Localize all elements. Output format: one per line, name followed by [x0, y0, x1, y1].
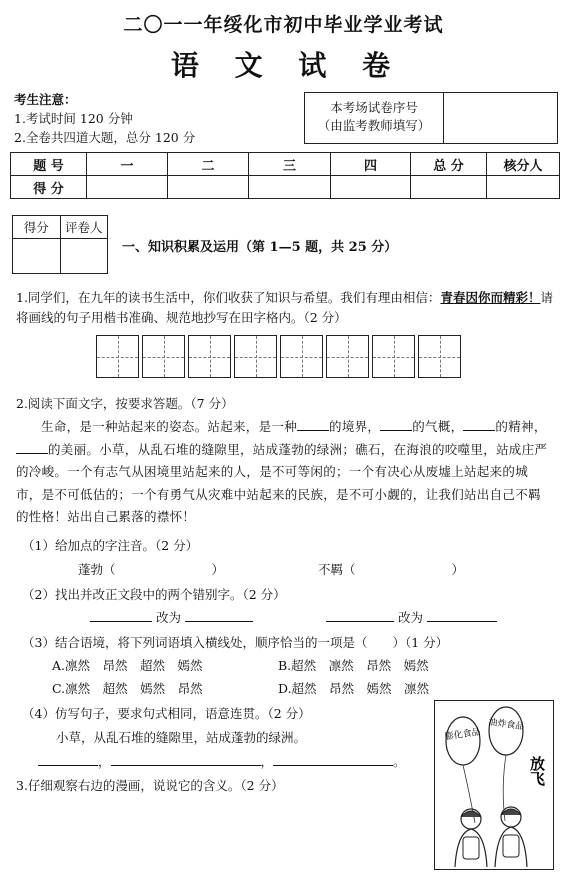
table-row	[11, 153, 560, 176]
answer-line[interactable]	[273, 753, 393, 766]
cartoon-image	[434, 700, 554, 870]
score-label: 得分	[13, 216, 61, 239]
grader-box	[12, 215, 108, 274]
table-row	[11, 176, 560, 199]
question-3: 3.仔细观察右边的漫画，说说它的含义。（2 分）	[16, 778, 284, 793]
answer-line[interactable]	[38, 753, 98, 766]
score-cell[interactable]	[249, 176, 331, 199]
tianzige-cell[interactable]	[326, 335, 369, 378]
imitation-answer: ， ， 。	[38, 752, 406, 770]
sub-question-2: （2）找出并改正文段中的两个错别字。（2 分）	[22, 587, 286, 602]
sub-question-4: （4）仿写句子，要求句式相同，语意连贯。（2 分）	[22, 706, 311, 721]
child-body-icon	[455, 829, 487, 867]
tianzige-cell[interactable]	[280, 335, 323, 378]
row-label: 得 分	[11, 176, 87, 199]
header-cell: 题 号	[11, 153, 87, 176]
answer-line[interactable]	[326, 609, 394, 622]
pinyin-item-1: 蓬勃（ ）	[78, 562, 225, 577]
tianzige-grid	[96, 335, 464, 378]
seat-number-field[interactable]	[444, 93, 557, 143]
fill-blank[interactable]	[16, 441, 48, 454]
tianzige-cell[interactable]	[372, 335, 415, 378]
pinyin-item-2: 不羁（ ）	[318, 562, 465, 577]
option-d[interactable]: D.超然 昂然 嫣然 凛然	[278, 681, 430, 696]
header-cell: 核分人	[487, 153, 560, 176]
balloon-label-left: 膨化食品	[444, 727, 482, 743]
section-title: 一、知识积累及运用（第 1—5 题，共 25 分）	[122, 240, 398, 255]
cartoon-drawing	[435, 701, 553, 869]
seat-number-box	[304, 92, 558, 144]
fill-blank[interactable]	[297, 418, 329, 431]
answer-line[interactable]	[185, 609, 253, 622]
subject-title: 语 文 试 卷	[170, 49, 397, 82]
score-table	[10, 152, 560, 199]
sentence-example: 小草，从乱石堆的缝隙里，站成蓬勃的绿洲。	[56, 730, 307, 745]
notes-item: 1.考试时间 120 分钟	[14, 111, 133, 126]
score-cell[interactable]	[487, 176, 560, 199]
candidate-notes	[14, 90, 195, 147]
tianzige-cell[interactable]	[188, 335, 231, 378]
child-body-icon	[495, 827, 527, 867]
tianzige-cell[interactable]	[234, 335, 277, 378]
score-cell[interactable]	[331, 176, 411, 199]
grader-score-cell[interactable]	[13, 239, 61, 274]
underlined-sentence: 青春因你而精彩！	[440, 290, 541, 305]
fill-blank[interactable]	[463, 418, 495, 431]
score-cell[interactable]	[87, 176, 168, 199]
question-1: 1.同学们，在九年的读书生活中，你们收获了知识与希望。我们有理由相信：青春因你而精彩！请将画线的句子用楷书准确、规范地抄写在田字格内。（2 分）	[16, 290, 553, 325]
exam-title: 二〇一一年绥化市初中毕业学业考试	[123, 14, 444, 36]
score-cell[interactable]	[168, 176, 249, 199]
header-cell: 三	[249, 153, 331, 176]
answer-line[interactable]	[427, 609, 497, 622]
correction-item-2: 改为	[326, 608, 497, 626]
grader-label: 评卷人	[60, 216, 108, 239]
option-b[interactable]: B.超然 凛然 昂然 嫣然	[278, 658, 429, 673]
tianzige-cell[interactable]	[96, 335, 139, 378]
notes-item: 2.全卷共四道大题，总分 120 分	[14, 130, 196, 145]
answer-line[interactable]	[90, 609, 152, 622]
question-2-heading: 2.阅读下面文字，按要求答题。（7 分）	[16, 396, 234, 411]
correction-item-1: 改为	[90, 608, 253, 626]
option-a[interactable]: A.凛然 昂然 超然 嫣然	[52, 658, 203, 673]
grader-name-cell[interactable]	[60, 239, 108, 274]
seat-number-label: 本考场试卷序号 （由监考教师填写）	[305, 93, 444, 143]
cartoon-caption: 放飞	[528, 756, 546, 786]
option-c[interactable]: C.凛然 超然 嫣然 昂然	[52, 681, 203, 696]
header-cell: 四	[331, 153, 411, 176]
notes-heading: 考生注意：	[14, 92, 77, 107]
header-cell: 总 分	[411, 153, 487, 176]
answer-line[interactable]	[111, 753, 261, 766]
header-cell: 一	[87, 153, 168, 176]
sub-question-3: （3）结合语境，将下列词语填入横线处，顺序恰当的一项是（ ）（1 分）	[22, 635, 449, 650]
sub-question-1: （1）给加点的字注音。（2 分）	[22, 538, 199, 553]
fill-blank[interactable]	[380, 418, 412, 431]
tianzige-cell[interactable]	[142, 335, 185, 378]
header-cell: 二	[168, 153, 249, 176]
balloon-label-right: 油炸食品	[487, 717, 525, 733]
reading-passage: 生命，是一种站起来的姿态。站起来，是一种 的境界， 的气概， 的精神，的美丽。小草，从乱石堆的缝隙里，站成蓬勃的绿洲；礁石，在海浪的咬噬里，站成庄严的冷峻。一个有志气从困境里站起来的人，是不可等闲的；一个有决心从废墟上站起来的城市，是不可低估的；一个有勇气从灾难中站起来的民族，是不可小觑的，让我们站出自己不羁的性格！站出自己累落的襟怀！	[16, 419, 548, 524]
tianzige-cell[interactable]	[418, 335, 461, 378]
score-cell[interactable]	[411, 176, 487, 199]
